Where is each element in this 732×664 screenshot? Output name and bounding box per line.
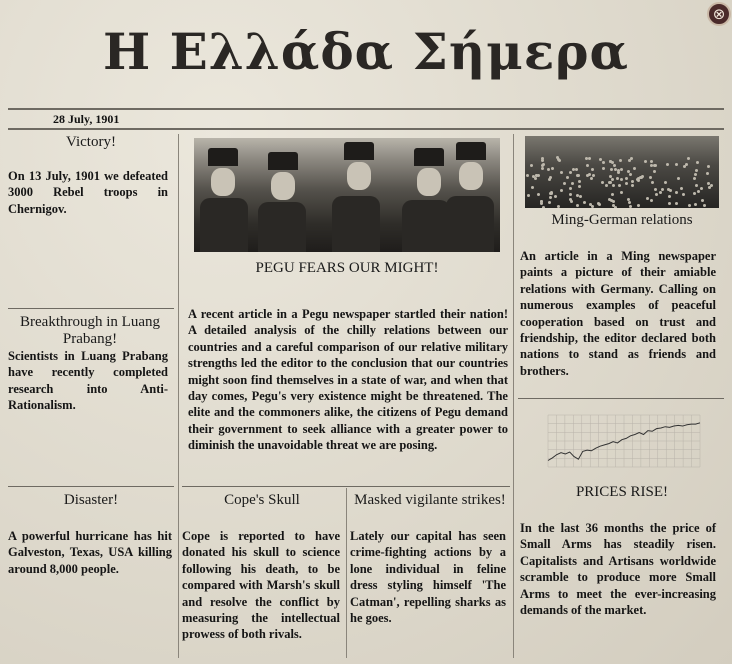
headline-pegu: PEGU FEARS OUR MIGHT! — [255, 260, 439, 276]
price-chart — [538, 411, 704, 477]
left-rule-2 — [8, 486, 174, 487]
column-divider-left — [178, 134, 179, 658]
headline-breakthrough: Breakthrough in Luang Prabang! — [20, 314, 160, 347]
crowd-photo — [525, 136, 719, 208]
headline-prices: PRICES RISE! — [575, 484, 669, 500]
article-copes-skull: Cope is reported to have donated his skull to science following his death, to be compared with Marsh's skull and resolve the conflict by measuring the intellectual prowess of both rivals. — [182, 529, 340, 642]
newspaper-masthead: Η Ελλάδα Σήμερα — [102, 22, 629, 81]
article-pegu: A recent article in a Pegu newspaper startled their nation! A detailed analysis of the chilly relations between our countries and a careful comparison of our relative military strengths led the editor to the conclusion that our countries might soon find themselves in a state of war, and when that day comes, Pegu's very existence might be threatened. The elite and the commoners alike, the citizens of Pegu demand their government to seek alliance with a greater power to diminish the unavoidable threat we are posing. — [188, 307, 508, 453]
right-rule — [518, 398, 724, 399]
headline-copes-skull: Cope's Skull — [224, 492, 300, 508]
headline-ming-german: Ming-German relations — [551, 212, 693, 228]
article-disaster: A powerful hurricane has hit Galveston, Texas, USA killing around 8,000 people. — [8, 529, 172, 576]
center-rule — [182, 486, 510, 487]
left-rule-1 — [8, 308, 174, 309]
article-breakthrough: Scientists in Luang Prabang have recently completed research into Anti-Rationalism. — [8, 349, 168, 413]
article-victory: On 13 July, 1901 we defeated 3000 Rebel troops in Chernigov. — [8, 169, 168, 216]
headline-vigilante: Masked vigilante strikes! — [354, 492, 506, 508]
masthead-rule — [8, 108, 724, 110]
headline-victory: Victory! — [66, 134, 116, 150]
soldiers-photo — [194, 138, 500, 252]
close-icon: ⊗ — [712, 5, 726, 23]
column-divider-right — [513, 134, 514, 658]
article-vigilante: Lately our capital has seen crime-fighting actions by a lone individual in feline dress styling himself 'The Catman', repelling sharks as he goes. — [350, 529, 506, 626]
date-rule — [8, 128, 724, 130]
article-ming-german: An article in a Ming newspaper paints a picture of their amiable relations with Germany. Calling on numerous examples of peaceful cooperation based on trust and friendship, the editor declared both nations to stand as friends and brothers. — [520, 249, 716, 378]
headline-disaster: Disaster! — [63, 492, 119, 508]
article-prices: In the last 36 months the price of Small Arms has steadily risen. Capitalists and Artisans worldwide scramble to produce more Small Arms to meet the ever-increasing demands of the market. — [520, 521, 716, 618]
issue-date: 28 July, 1901 — [53, 112, 120, 126]
column-divider-bottom-middle — [346, 488, 347, 658]
